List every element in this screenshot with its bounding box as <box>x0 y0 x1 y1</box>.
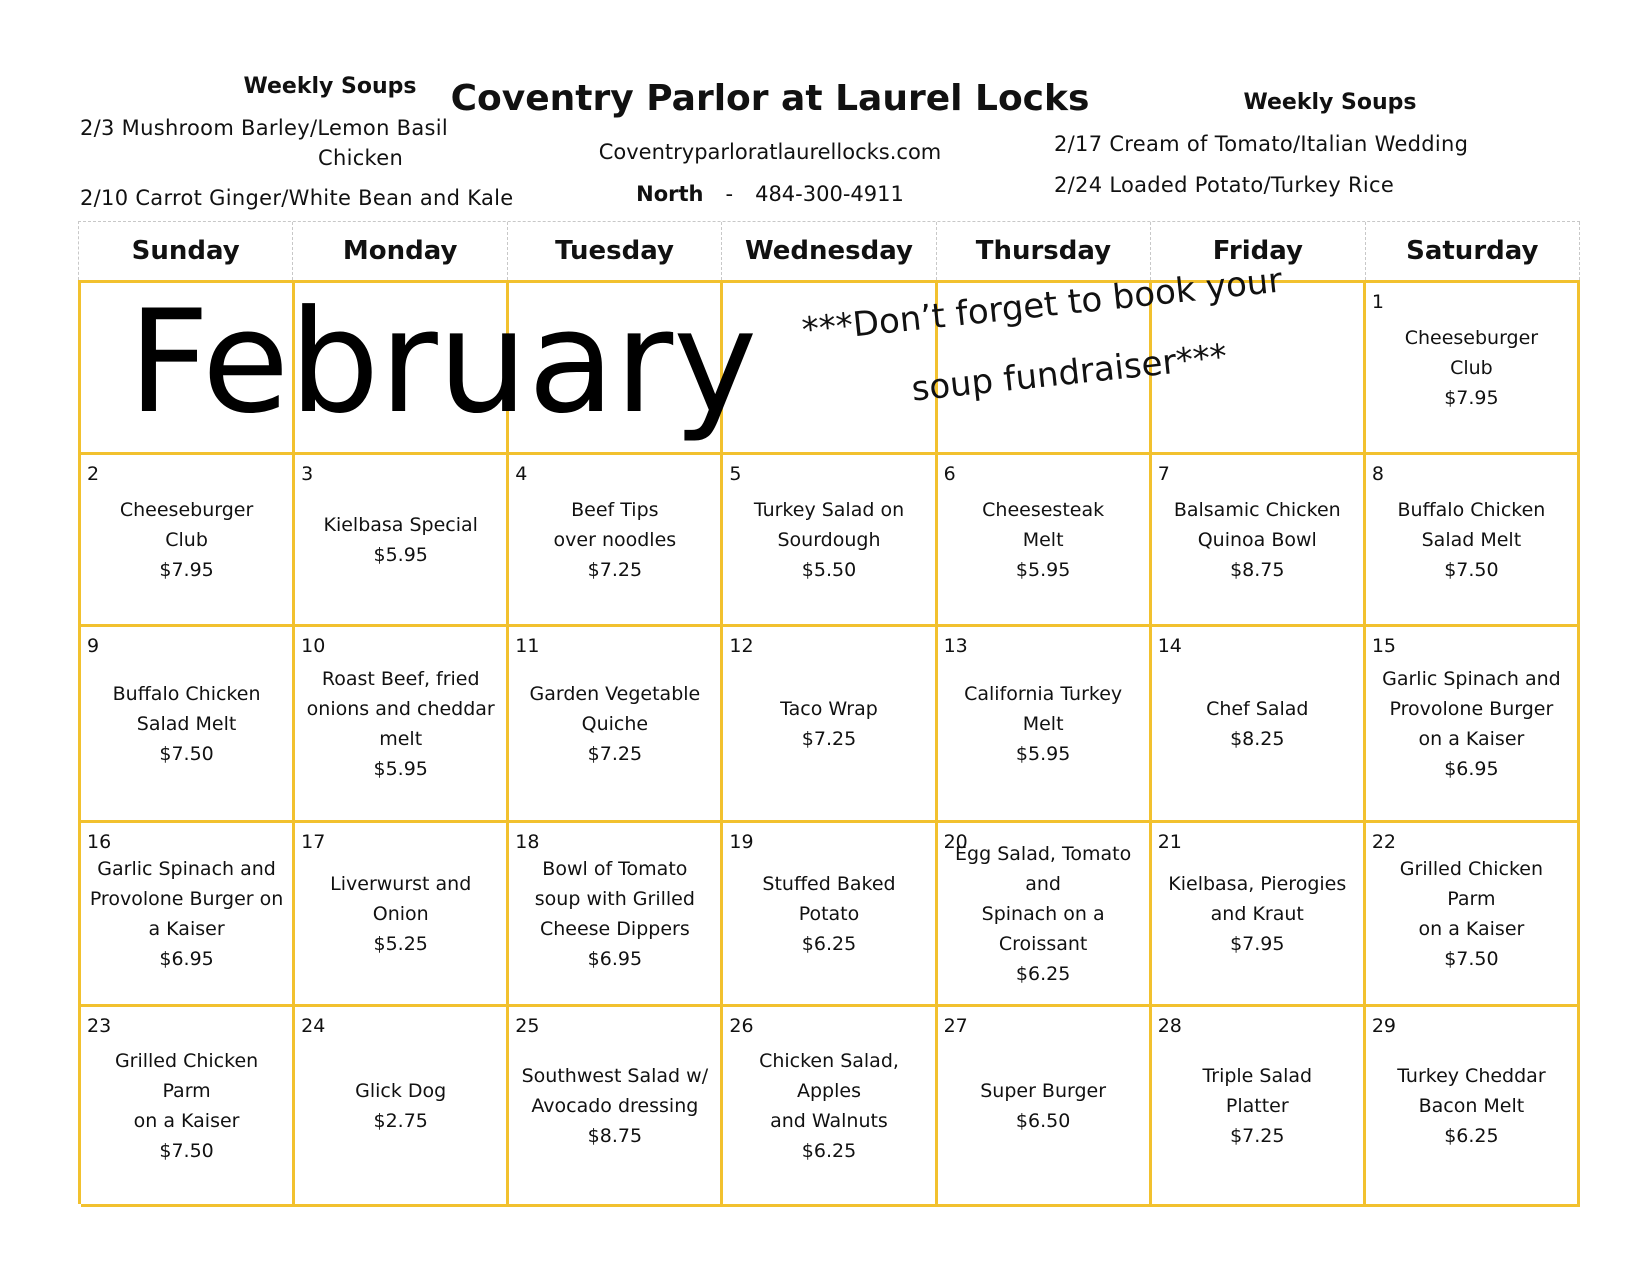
menu-item <box>81 823 292 1004</box>
menu-item <box>81 627 292 820</box>
contact-phone <box>560 182 980 206</box>
menu-item <box>938 1007 1149 1204</box>
menu-item-name: Balsamic Chicken Quinoa Bowl <box>1173 498 1341 551</box>
menu-item-price: $5.95 <box>373 757 428 780</box>
menu-item <box>1366 627 1577 820</box>
menu-item-name: Southwest Salad w/ Avocado dressing <box>521 1064 709 1117</box>
day-number: 4 <box>515 463 528 485</box>
menu-item-price: $7.95 <box>1230 932 1285 955</box>
menu-item-price: $5.25 <box>373 932 428 955</box>
menu-item-name: Chicken Salad, Apples and Walnuts <box>759 1049 899 1132</box>
menu-item-price: $6.25 <box>1015 962 1071 985</box>
menu-item-price: $7.95 <box>159 558 214 581</box>
day-cell <box>723 455 937 627</box>
menu-item-name: Cheesesteak Melt <box>982 498 1105 551</box>
day-cell <box>295 823 509 1007</box>
weekly-soups-title-left: Weekly Soups <box>243 74 417 99</box>
day-number: 15 <box>1371 635 1397 657</box>
day-cell <box>295 627 509 823</box>
menu-item-price: $8.25 <box>1230 727 1285 750</box>
day-cell <box>509 1007 723 1207</box>
day-cell <box>1152 455 1366 627</box>
day-number: 17 <box>301 831 326 853</box>
menu-item-price: $7.50 <box>159 1139 214 1162</box>
menu-item-name: Grilled Chicken Parm on a Kaiser <box>1399 857 1544 940</box>
menu-item-name: Egg Salad, Tomato and Spinach on a Croissant <box>955 842 1132 955</box>
menu-item-name: Garden Vegetable Quiche <box>529 682 701 735</box>
menu-item <box>509 455 720 624</box>
weekday-wednesday: Wednesday <box>722 222 936 280</box>
menu-item-name: Buffalo Chicken Salad Melt <box>112 682 261 735</box>
day-number: 16 <box>87 831 112 853</box>
day-number: 12 <box>729 635 754 657</box>
menu-item-name: Stuffed Baked Potato <box>762 872 896 925</box>
day-cell <box>1152 627 1366 823</box>
day-number: 1 <box>1371 291 1384 313</box>
menu-item-name: Taco Wrap <box>780 697 878 720</box>
day-number: 28 <box>1157 1015 1182 1037</box>
menu-item-price: $7.50 <box>159 742 214 765</box>
separator: - <box>725 182 734 206</box>
menu-item <box>938 455 1149 624</box>
month-name: February <box>128 280 758 445</box>
day-number: 7 <box>1157 463 1170 485</box>
day-number: 10 <box>301 635 326 657</box>
menu-item <box>938 823 1149 1004</box>
menu-item <box>1366 283 1577 452</box>
day-number: 18 <box>515 831 540 853</box>
weekday-friday: Friday <box>1151 222 1365 280</box>
day-number: 11 <box>515 635 540 657</box>
menu-item-price: $7.95 <box>1444 386 1499 409</box>
day-cell <box>81 455 295 627</box>
menu-item-price: $5.95 <box>1015 742 1071 765</box>
menu-item-name: Roast Beef, fried onions and cheddar melt <box>306 667 495 750</box>
menu-item-price: $7.25 <box>801 727 857 750</box>
menu-item-name: Buffalo Chicken Salad Melt <box>1397 498 1546 551</box>
menu-item-name: California Turkey Melt <box>964 682 1123 735</box>
day-cell <box>938 455 1152 627</box>
menu-item <box>1366 1007 1577 1204</box>
menu-item-price: $7.25 <box>1230 1124 1285 1147</box>
day-number: 14 <box>1157 635 1182 657</box>
day-cell <box>295 1007 509 1207</box>
menu-item-price: $6.25 <box>1444 1124 1499 1147</box>
day-cell <box>723 823 937 1007</box>
menu-item-name: Liverwurst and Onion <box>330 872 472 925</box>
menu-item-name: Turkey Cheddar Bacon Melt <box>1397 1064 1546 1117</box>
menu-item-price: $6.95 <box>1444 757 1499 780</box>
weekday-monday: Monday <box>293 222 507 280</box>
menu-item-name: Grilled Chicken Parm on a Kaiser <box>114 1049 259 1132</box>
day-number: 13 <box>943 635 968 657</box>
day-cell <box>1366 627 1580 823</box>
day-cell <box>1366 455 1580 627</box>
menu-item-price: $7.25 <box>587 558 643 581</box>
day-cell <box>81 823 295 1007</box>
location-label: North <box>636 182 704 206</box>
menu-item-name: Kielbasa, Pierogies and Kraut <box>1168 872 1347 925</box>
menu-item-price: $5.95 <box>373 543 428 566</box>
menu-item-name: Glick Dog <box>355 1079 447 1102</box>
menu-item-price: $2.75 <box>373 1109 428 1132</box>
day-number: 23 <box>87 1015 112 1037</box>
day-number: 5 <box>729 463 742 485</box>
menu-item-name: Bowl of Tomato soup with Grilled Cheese Dippers <box>534 857 695 940</box>
weekday-saturday: Saturday <box>1366 222 1580 280</box>
menu-item-price: $7.50 <box>1444 558 1499 581</box>
day-number: 22 <box>1371 831 1397 853</box>
menu-item <box>723 455 934 624</box>
day-number: 19 <box>729 831 754 853</box>
day-cell <box>509 627 723 823</box>
menu-item-price: $7.25 <box>587 742 643 765</box>
menu-item <box>938 627 1149 820</box>
menu-item-price: $6.95 <box>587 947 643 970</box>
soup-line: 2/17 Cream of Tomato/Italian Wedding <box>1054 132 1469 156</box>
menu-item-name: Triple Salad Platter <box>1202 1064 1313 1117</box>
weekday-thursday: Thursday <box>937 222 1151 280</box>
day-cell <box>1152 1007 1366 1207</box>
menu-item-price: $7.50 <box>1444 947 1499 970</box>
day-number: 29 <box>1371 1015 1397 1037</box>
day-cell <box>81 627 295 823</box>
day-number: 9 <box>87 635 100 657</box>
day-cell <box>81 1007 295 1207</box>
day-number: 25 <box>515 1015 540 1037</box>
menu-item-name: Super Burger <box>980 1079 1107 1102</box>
menu-item <box>723 823 934 1004</box>
day-number: 2 <box>87 463 100 485</box>
menu-item-price: $8.75 <box>587 1124 643 1147</box>
day-cell <box>1366 1007 1580 1207</box>
weekly-soups-title-right: Weekly Soups <box>1243 90 1417 115</box>
day-number: 27 <box>943 1015 968 1037</box>
menu-item-name: Garlic Spinach and Provolone Burger on a Kaiser <box>1382 667 1561 750</box>
page-title: Coventry Parlor at Laurel Locks <box>450 78 1090 119</box>
menu-item <box>1366 455 1577 624</box>
menu-item-price: $5.50 <box>801 558 857 581</box>
menu-item <box>1366 823 1577 1004</box>
day-cell <box>1152 823 1366 1007</box>
soup-line: Chicken <box>318 146 404 170</box>
weekday-sunday: Sunday <box>79 222 293 280</box>
menu-item-price: $6.50 <box>1015 1109 1071 1132</box>
day-cell <box>938 627 1152 823</box>
menu-item-price: $6.25 <box>801 932 857 955</box>
reminder-line: soup fundraiser*** <box>909 336 1230 410</box>
day-cell <box>938 823 1152 1007</box>
weekday-tuesday: Tuesday <box>508 222 722 280</box>
menu-item <box>295 1007 506 1204</box>
menu-item <box>295 823 506 1004</box>
menu-item-name: Chef Salad <box>1206 697 1309 720</box>
day-cell <box>938 1007 1152 1207</box>
menu-item-name: Turkey Salad on Sourdough <box>753 498 905 551</box>
day-number: 3 <box>301 463 314 485</box>
menu-item-price: $6.95 <box>159 947 214 970</box>
day-cell <box>1366 283 1580 455</box>
day-cell <box>723 627 937 823</box>
reminder-line: ***Don’t forget to book your <box>800 260 1285 351</box>
weekday-header <box>78 221 1580 280</box>
menu-item-price: $6.25 <box>801 1139 857 1162</box>
day-number: 8 <box>1371 463 1384 485</box>
day-number: 20 <box>943 831 968 853</box>
day-number: 26 <box>729 1015 754 1037</box>
menu-item <box>81 455 292 624</box>
day-number: 21 <box>1157 831 1182 853</box>
menu-item-price: $5.95 <box>1015 558 1071 581</box>
day-number: 6 <box>943 463 956 485</box>
menu-item <box>509 627 720 820</box>
menu-item <box>509 1007 720 1204</box>
phone-number: 484-300-4911 <box>755 182 904 206</box>
menu-item <box>1152 1007 1363 1204</box>
day-number: 24 <box>301 1015 326 1037</box>
menu-item <box>295 627 506 820</box>
menu-item-price: $8.75 <box>1230 558 1285 581</box>
soup-line: 2/3 Mushroom Barley/Lemon Basil <box>80 116 449 140</box>
soup-line: 2/10 Carrot Ginger/White Bean and Kale <box>80 186 514 210</box>
menu-item <box>509 823 720 1004</box>
day-cell <box>1366 823 1580 1007</box>
menu-item-name: Cheeseburger Club <box>1404 326 1539 379</box>
menu-item <box>723 1007 934 1204</box>
menu-item-name: Garlic Spinach and Provolone Burger on a Kaiser <box>89 857 284 940</box>
day-cell <box>723 1007 937 1207</box>
day-cell <box>509 823 723 1007</box>
day-cell <box>509 455 723 627</box>
website-link[interactable]: Coventryparloratlaurellocks.com <box>598 140 942 164</box>
menu-item <box>723 627 934 820</box>
day-cell <box>295 455 509 627</box>
menu-item <box>1152 823 1363 1004</box>
menu-item-name: Kielbasa Special <box>323 513 478 536</box>
menu-item <box>1152 455 1363 624</box>
menu-item <box>1152 627 1363 820</box>
menu-item-name: Beef Tips over noodles <box>553 498 677 551</box>
menu-item <box>81 1007 292 1204</box>
soup-line: 2/24 Loaded Potato/Turkey Rice <box>1054 173 1395 197</box>
menu-item-name: Cheeseburger Club <box>119 498 254 551</box>
menu-item <box>295 455 506 624</box>
